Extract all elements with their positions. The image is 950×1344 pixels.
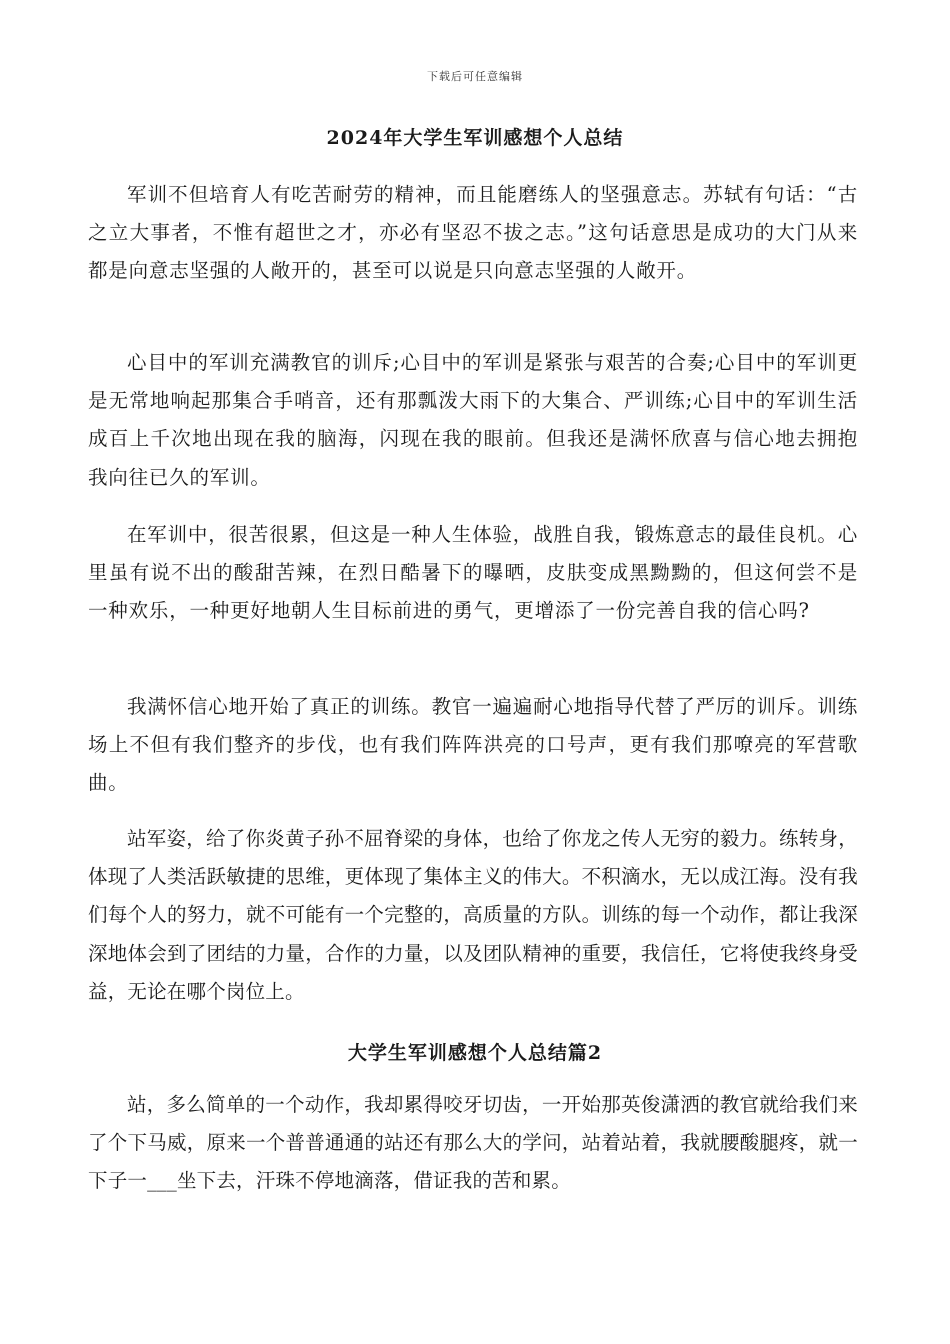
section-2-title: 大学生军训感想个人总结篇2 bbox=[347, 1042, 603, 1064]
section-2-paragraph-1: 站，多么简单的一个动作，我却累得咬牙切齿，一开始那英俊潇洒的教官就给我们来了个下马威，原来一个普普通通的站还有那么大的学问，站着站着，我就腰酸腿疼，就一下子一___坐下去，汗珠不停地滴落，借证我的苦和累。 bbox=[88, 1093, 858, 1193]
header-note: 下载后可任意编辑 bbox=[427, 70, 523, 83]
document-title: 2024年大学生军训感想个人总结 bbox=[326, 127, 624, 149]
paragraph-2: 心目中的军训充满教官的训斥;心目中的军训是紧张与艰苦的合奏;心目中的军训更是无常地响起那集合手哨音，还有那瓢泼大雨下的大集合、严训练;心目中的军训生活成百上千次地出现在我的脑海，闪现在我的眼前。但我还是满怀欣喜与信心地去拥抱我向往已久的军训。 bbox=[88, 351, 858, 489]
paragraph-5: 站军姿，给了你炎黄子孙不屈脊梁的身体，也给了你龙之传人无穷的毅力。练转身，体现了人类活跃敏捷的思维，更体现了集体主义的伟大。不积滴水，无以成江海。没有我们每个人的努力，就不可能有一个完整的，高质量的方队。训练的每一个动作，都让我深深地体会到了团结的力量，合作的力量，以及团队精神的重要，我信任，它将使我终身受益，无论在哪个岗位上。 bbox=[88, 827, 858, 1003]
paragraph-1: 军训不但培育人有吃苦耐劳的精神，而且能磨练人的坚强意志。苏轼有句话：“古之立大事者，不惟有超世之才，亦必有坚忍不拔之志。”这句话意思是成功的大门从来都是向意志坚强的人敞开的，甚至可以说是只向意志坚强的人敞开。 bbox=[88, 183, 858, 283]
paragraph-3: 在军训中，很苦很累，但这是一种人生体验，战胜自我，锻炼意志的最佳良机。心里虽有说不出的酸甜苦辣，在烈日酷暑下的曝晒，皮肤变成黑黝黝的，但这何尝不是一种欢乐，一种更好地朝人生目标前进的勇气，更增添了一份完善自我的信心吗? bbox=[88, 523, 858, 623]
paragraph-4: 我满怀信心地开始了真正的训练。教官一遍遍耐心地指导代替了严厉的训斥。训练场上不但有我们整齐的步伐，也有我们阵阵洪亮的口号声，更有我们那嘹亮的军营歌曲。 bbox=[88, 695, 858, 795]
